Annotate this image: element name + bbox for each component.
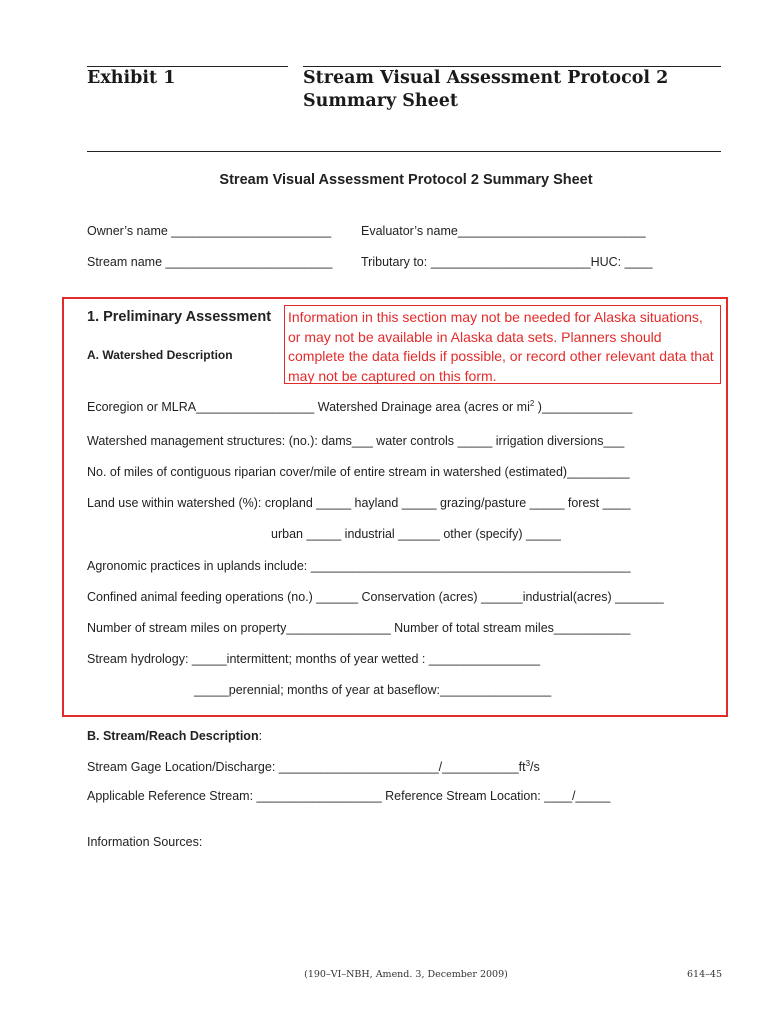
riparian-cover-field[interactable]: No. of miles of contiguous riparian cover/mile of entire stream in watershed (estimated)_________ [87,465,630,479]
reference-stream-field[interactable]: Applicable Reference Stream: __________________ Reference Stream Location: ____/_____ [87,789,611,803]
stream-gage-superscript: 3 [525,758,531,768]
stream-reach-heading-colon: : [258,729,263,743]
page-title-line1: Stream Visual Assessment Protocol 2 [303,68,669,88]
footer-citation: (190–VI–NBH, Amend. 3, December 2009) [304,969,508,980]
confined-animal-field[interactable]: Confined animal feeding operations (no.) ______ Conservation (acres) ______industrial(acres) _______ [87,590,664,604]
page-title-line2: Summary Sheet [303,91,458,111]
exhibit-label: Exhibit 1 [87,68,176,88]
owner-name-field[interactable]: Owner’s name _______________________ [87,224,332,238]
alaska-note-box: Information in this section may not be needed for Alaska situations, or may not be available in Alaska data sets. Planners should complete the data fields if possible, or record other relevant data that may not be captured on this form. [284,305,721,384]
land-use-field-continued[interactable]: urban _____ industrial ______ other (specify) _____ [271,527,561,541]
information-sources-field[interactable]: Information Sources: [87,835,203,849]
management-structures-field[interactable]: Watershed management structures: (no.): dams___ water controls _____ irrigation diversions___ [87,434,625,448]
section1-title: 1. Preliminary Assessment [87,309,272,325]
agronomic-practices-field[interactable]: Agronomic practices in uplands include: ______________________________________________ [87,559,631,573]
page-number: 614–45 [687,969,722,980]
header-bottom-rule [87,151,721,152]
stream-reach-heading [87,729,262,743]
ecoregion-label: Ecoregion or MLRA_________________ Watershed Drainage area (acres or mi [87,400,530,414]
ecoregion-field[interactable] [87,400,632,414]
form-title: Stream Visual Assessment Protocol 2 Summary Sheet [219,172,593,188]
stream-reach-heading-label: B. Stream/Reach Description [87,729,259,743]
ecoregion-superscript: 2 [529,398,535,408]
hydrology-perennial-field[interactable]: _____perennial; months of year at baseflow:________________ [194,683,552,697]
ecoregion-blank: )_____________ [534,400,633,414]
stream-gage-field[interactable] [87,760,540,774]
hydrology-intermittent-field[interactable]: Stream hydrology: _____intermittent; months of year wetted : ________________ [87,652,541,666]
tributary-huc-field[interactable]: Tributary to: _______________________HUC: ____ [361,255,653,269]
stream-gage-unit: /s [530,760,540,774]
evaluator-name-field[interactable]: Evaluator’s name___________________________ [361,224,646,238]
land-use-field[interactable]: Land use within watershed (%): cropland _____ hayland _____ grazing/pasture _____ forest ____ [87,496,631,510]
stream-gage-label: Stream Gage Location/Discharge: _______________________/___________ft [87,760,526,774]
watershed-description-heading: A. Watershed Description [87,348,233,362]
stream-name-field[interactable]: Stream name ________________________ [87,255,333,269]
stream-miles-field[interactable]: Number of stream miles on property_______________ Number of total stream miles___________ [87,621,631,635]
